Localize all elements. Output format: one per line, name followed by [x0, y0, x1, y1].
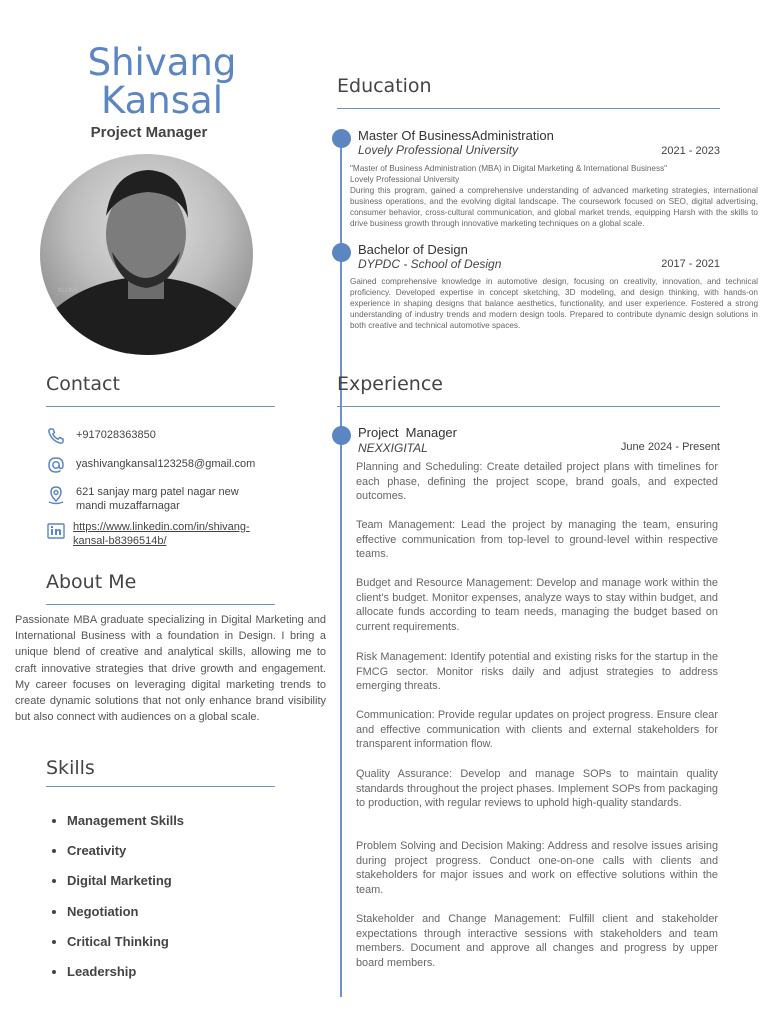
experience-paragraph: Quality Assurance: Develop and manage SOPs to maintain quality standards throughout the project phases. Implement SOPs from packaging to production, with regular reviews to uphold high-quality standards.: [356, 768, 718, 810]
skill-item: Digital Marketing: [50, 870, 290, 900]
svg-text:KLONE: KLONE: [58, 287, 79, 294]
phone-icon: [46, 426, 66, 446]
education-degree: Bachelor of Design: [358, 242, 468, 257]
linkedin-url-line-2: kansal-b8396514b/: [73, 535, 167, 547]
contact-heading: Contact: [46, 373, 120, 395]
skill-item: Creativity: [50, 840, 290, 870]
education-divider: [337, 108, 720, 109]
education-description: During this program, gained a comprehensive understanding of advanced marketing strategies, international business operations, and the evolving digital landscape. The coursework focused on SEO, digital advertising, consumer behavior, cross-cultural communication, and global market trends, equipping Harsh with the skills to drive business growth through innovative marketing techniques on a global scale.: [350, 186, 758, 228]
education-detail: [350, 163, 758, 229]
at-sign-icon: [46, 455, 66, 475]
experience-paragraph: Problem Solving and Decision Making: Address and resolve issues arising during project progress. Conduct one-on-one calls with clients and stakeholders for major issues and work on effective solutions within the team.: [356, 840, 718, 897]
skill-item: Leadership: [50, 961, 290, 991]
timeline-line: [340, 135, 342, 997]
skill-item: Negotiation: [50, 901, 290, 931]
profile-photo: [40, 154, 253, 355]
job-title: Project Manager: [90, 124, 208, 141]
education-school: DYPDC - School of Design: [358, 257, 502, 271]
linkedin-link[interactable]: [73, 520, 250, 548]
timeline-dot: [332, 129, 351, 148]
skills-divider: [46, 786, 275, 787]
skill-item: Critical Thinking: [50, 931, 290, 961]
first-name: Shivang: [87, 41, 237, 84]
education-description: Gained comprehensive knowledge in automotive design, focusing on creativity, innovation, and technical proficiency. Developed expertise in concept sketching, 3D modeling, and design thinking, with hands-on experience in shaping designs that balance aesthetics, functionality, and user experience. Fostered a strong understanding of industry trends and modern design tools. Prepared to contribute dynamic design solutions in both creative and technical automotive spaces.: [350, 277, 758, 330]
experience-paragraph: Planning and Scheduling: Create detailed project plans with timelines for each phase, defining the project scope, brand goals, and expected outcomes.: [356, 461, 718, 503]
linkedin-url-line-1: https://www.linkedin.com/in/shivang-: [73, 521, 250, 533]
contact-phone: [46, 426, 296, 446]
last-name: Kansal: [101, 79, 223, 122]
experience-dates: June 2024 - Present: [620, 441, 720, 453]
contact-divider: [46, 406, 275, 407]
education-degree: Master Of BusinessAdministration: [358, 128, 554, 143]
education-years: 2017 - 2021: [661, 258, 720, 270]
education-program-title: "Master of Business Administration (MBA) in Digital Marketing & International Business": [350, 164, 668, 173]
timeline-dot: [332, 243, 351, 262]
skills-heading: Skills: [46, 757, 95, 779]
education-institution: Lovely Professional University: [350, 175, 460, 184]
experience-paragraph: Communication: Provide regular updates on project progress. Ensure clear and effective communication with clients and external stakeholders for transparent information flow.: [356, 709, 718, 751]
address-text: [76, 485, 239, 513]
timeline-dot: [332, 426, 351, 445]
experience-heading: Experience: [337, 373, 443, 395]
experience-position: Project Manager: [358, 425, 457, 440]
education-heading: Education: [337, 75, 432, 97]
education-school: Lovely Professional University: [358, 143, 519, 157]
experience-paragraph: Budget and Resource Management: Develop and manage work within the client's budget. Monitor expenses, analyze ways to stay within budget, and allocate funds according to team needs, managing the budget based on current requirements.: [356, 577, 718, 634]
address-line-1: 621 sanjay marg patel nagar new: [76, 486, 239, 498]
skills-list: [50, 810, 290, 991]
education-years: 2021 - 2023: [661, 145, 720, 157]
linkedin-icon: [46, 520, 66, 540]
contact-address: [46, 485, 296, 513]
profile-photo-illustration: [40, 154, 253, 355]
experience-paragraph: Team Management: Lead the project by managing the team, ensuring effective communication from top-level to ground-level within respective teams.: [356, 519, 718, 561]
email-address[interactable]: yashivangkansal123258@gmail.com: [76, 458, 256, 470]
experience-paragraph: Risk Management: Identify potential and existing risks for the startup in the FMCG sector. Monitor risks daily and adjust strategies to address emerging threats.: [356, 651, 718, 693]
experience-company: NEXXIGITAL: [358, 441, 428, 455]
phone-number[interactable]: +917028363850: [76, 429, 156, 441]
about-heading: About Me: [46, 571, 137, 593]
experience-paragraph: Stakeholder and Change Management: Fulfill client and stakeholder expectations through interactive sessions with stakeholders and team members. Document and approve all changes and progress by upper board members.: [356, 913, 718, 970]
skill-item: Management Skills: [50, 810, 290, 840]
location-pin-icon: [46, 485, 66, 505]
contact-linkedin: [46, 520, 296, 548]
experience-divider: [337, 406, 720, 407]
about-text: Passionate MBA graduate specializing in Digital Marketing and International Business with a foundation in Design. I bring a unique blend of creative and analytical skills, allowing me to craft innovative strategies that drive growth and engagement. My career focuses on leveraging digital marketing trends to create dynamic solutions that not only enhance brand visibility but also connect with audiences on a global scale.: [15, 614, 326, 724]
candidate-name: [40, 41, 284, 122]
address-line-2: mandi muzaffarnagar: [76, 500, 180, 512]
contact-email: [46, 455, 296, 475]
about-divider: [46, 604, 275, 605]
